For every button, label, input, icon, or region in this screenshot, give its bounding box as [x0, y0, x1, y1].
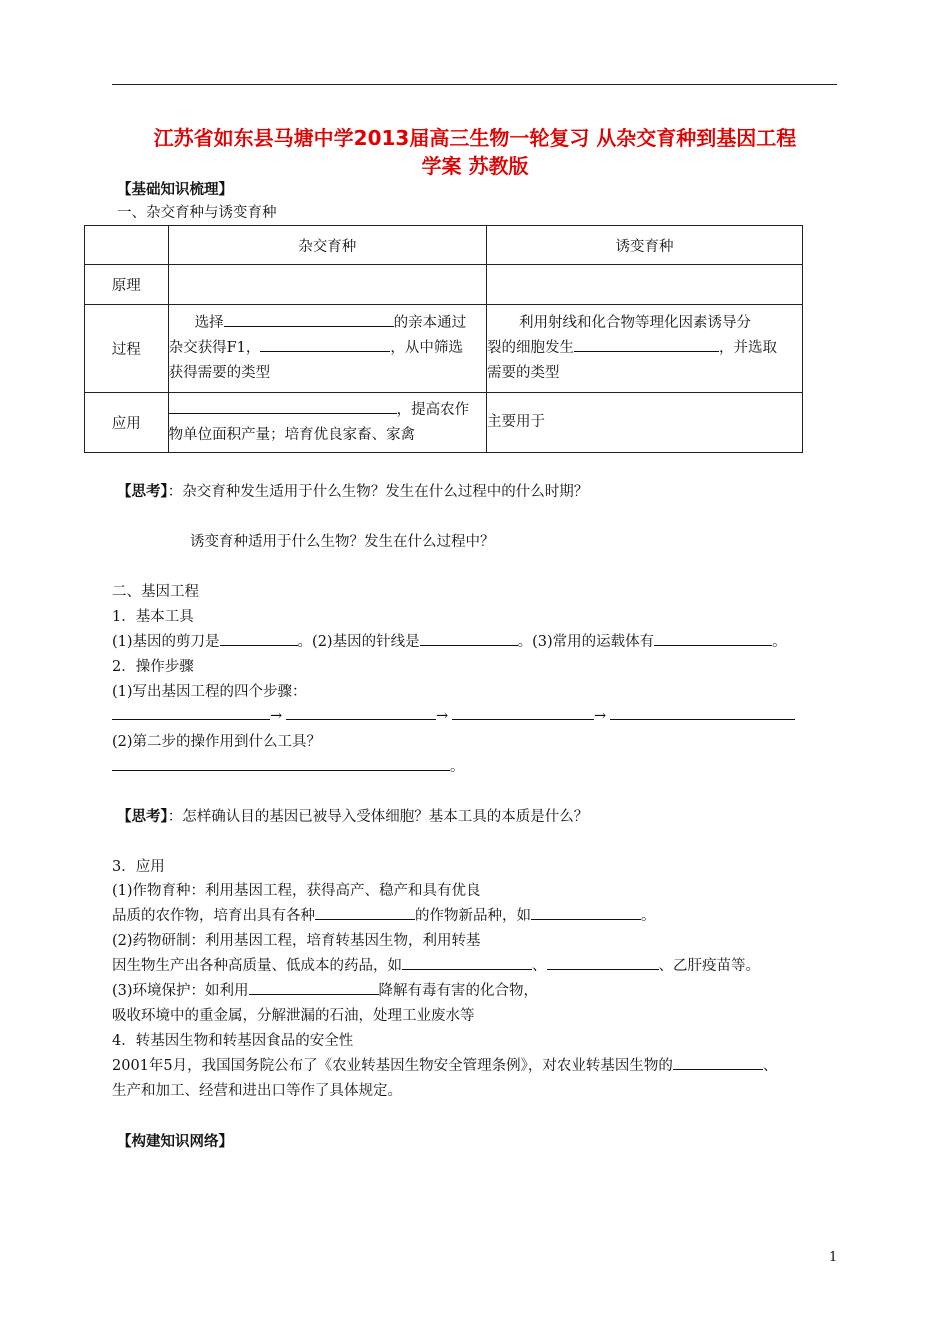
think1-q1: 【思考】：杂交育种发生适用于什么生物？发生在什么过程中的什么时期？ [117, 484, 589, 500]
hybrid-principle-cell [168, 265, 486, 305]
safety-line2: 生产和加工、经营和进出口等作了具体规定。 [112, 1083, 402, 1099]
blank [574, 337, 719, 352]
s2-steps-q1: (1)写出基因工程的四个步骤： [112, 684, 307, 700]
app2-line2: 因生物生产出各种高质量、低成本的药品，如 、 、乙肝疫苗等。 [112, 954, 760, 975]
mutation-principle-cell [487, 265, 803, 305]
row-label-process: 过程 [85, 305, 169, 393]
app1-line2: 品质的农作物，培育出具有各种 的作物新品种，如 。 [112, 904, 656, 925]
section2-title: 二、基因工程 [112, 584, 199, 600]
app3-line1: (3)环境保护：如利用 降解有毒有害的化合物， [112, 979, 538, 1000]
steps-line: → → → [112, 705, 795, 724]
mutation-process-cell: 利用射线和化合物等理化因素诱导分 裂的细胞发生 ，并选取 需要的类型 [487, 305, 803, 393]
app3-line2: 吸收环境中的重金属，分解泄漏的石油，处理工业废水等 [112, 1008, 475, 1024]
s2-steps: 2．操作步骤 [112, 659, 194, 675]
page-title: 江苏省如东县马塘中学2013届高三生物一轮复习 从杂交育种到基因工程 [153, 126, 797, 150]
hybrid-process-cell: 选择 的亲本通过 杂交获得F1， ，从中筛选 获得需要的类型 [168, 305, 486, 393]
blank [420, 631, 518, 646]
blank [112, 705, 270, 720]
blank [673, 1055, 763, 1070]
section1-title: 一、杂交育种与诱变育种 [117, 205, 277, 221]
page-number: 1 [829, 1250, 838, 1265]
network-heading: 【构建知识网络】 [117, 1134, 233, 1150]
blank [452, 705, 594, 720]
blank [610, 705, 795, 720]
app2-line1: (2)药物研制：利用基因工程，培育转基因生物，利用转基 [112, 933, 481, 949]
hybrid-application-cell: ，提高农作 物单位面积产量；培育优良家畜、家禽 [168, 393, 486, 453]
blank [112, 756, 450, 771]
col-header-hybrid: 杂交育种 [168, 226, 486, 265]
row-label-principle: 原理 [85, 265, 169, 305]
s2-basic-tools: 1．基本工具 [112, 609, 194, 625]
blank [654, 631, 772, 646]
blank [220, 631, 298, 646]
think2: 【思考】：怎样确认目的基因已被导入受体细胞？基本工具的本质是什么？ [117, 809, 589, 825]
blank [249, 980, 379, 995]
tools-line: (1)基因的剪刀是 。(2)基因的针线是 。(3)常用的运载体有 。 [112, 630, 787, 651]
row-label-application: 应用 [85, 393, 169, 453]
blank [169, 399, 397, 414]
page-subtitle: 学案 苏教版 [421, 154, 529, 178]
blank [224, 312, 394, 327]
breeding-comparison-table [84, 225, 803, 453]
s2-steps-q2: (2)第二步的操作用到什么工具？ [112, 734, 322, 750]
blank [402, 955, 532, 970]
blank [547, 955, 659, 970]
blank [286, 705, 436, 720]
app1-line1: (1)作物育种：利用基因工程，获得高产、稳产和具有优良 [112, 883, 481, 899]
s2-safety: 4．转基因生物和转基因食品的安全性 [112, 1033, 354, 1049]
think1-q2: 诱变育种适用于什么生物？发生在什么过程中？ [190, 534, 495, 550]
step2-answer-line: 。 [112, 755, 465, 776]
mutation-application-cell: 主要用于 [487, 393, 803, 453]
blank [260, 337, 390, 352]
blank [315, 905, 415, 920]
safety-line1: 2001年5月，我国国务院公布了《农业转基因生物安全管理条例》，对农业转基因生物的 、 [112, 1054, 777, 1075]
s2-application: 3．应用 [112, 859, 165, 875]
basic-knowledge-heading: 【基础知识梳理】 [117, 182, 233, 198]
col-header-mutation: 诱变育种 [487, 226, 803, 265]
header-rule [112, 84, 837, 85]
blank [531, 905, 641, 920]
